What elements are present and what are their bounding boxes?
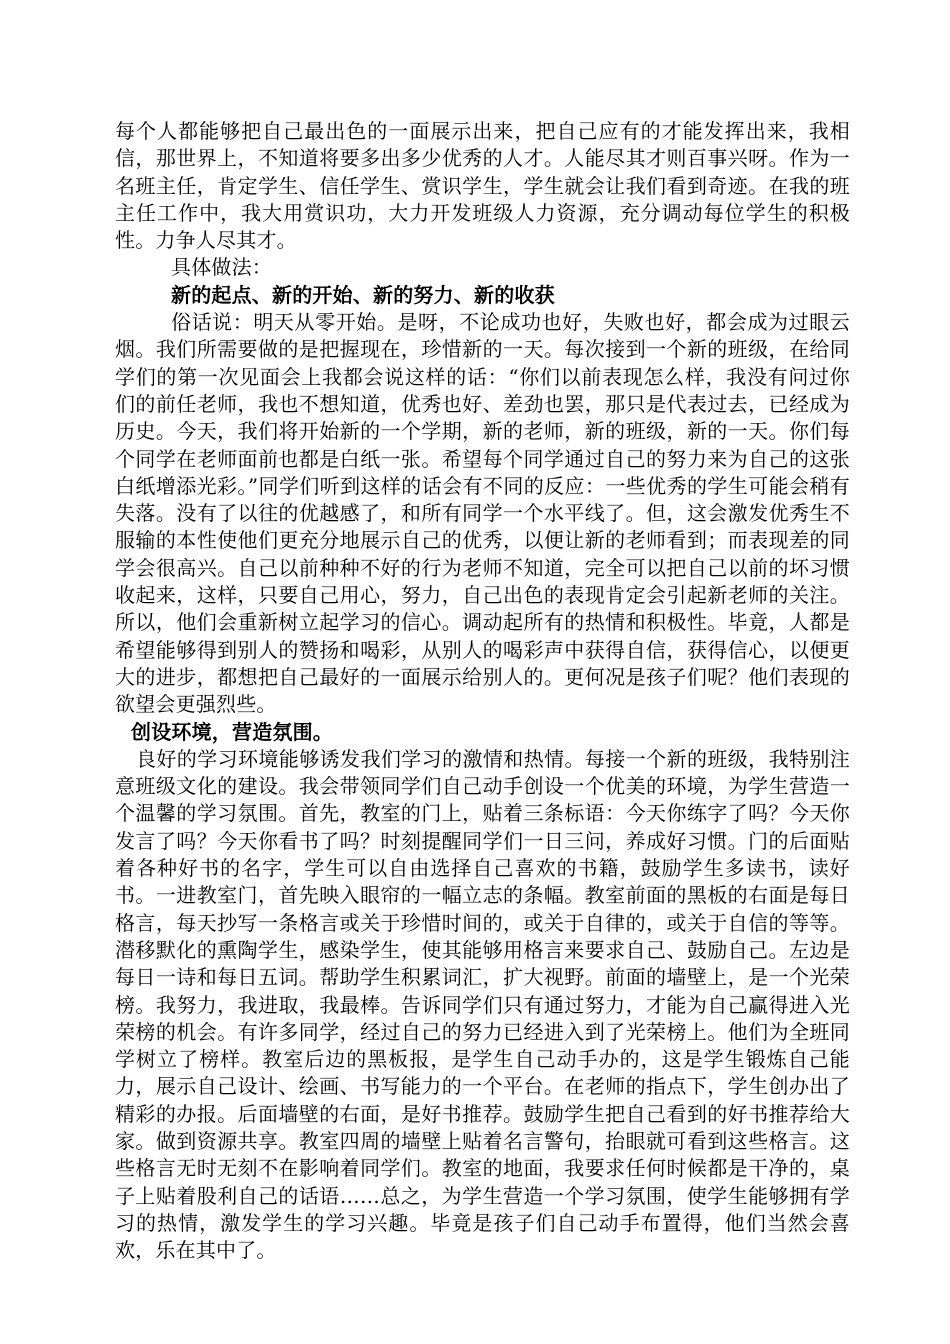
method-label: 具体做法： <box>171 255 272 280</box>
section2-paragraph: 良好的学习环境能够诱发我们学习的激情和热情。每接一个新的班级，我特别注意班级文化的建设。我会带领同学们自己动手创设一个优美的环境，为学生营造一个温馨的学习氛围。首先，教室的门上，贴着三条标语：今天你练字了吗？今天你发言了吗？今天你看书了吗？时刻提醒同学们一日三问，养成好习惯。门的后面贴着各种好书的名字，学生可以自由选择自己喜欢的书籍，鼓励学生多读书，读好书。一进教室门，首先映入眼帘的一幅立志的条幅。教室前面的黑板的右面是每日格言，每天抄写一条格言或关于珍惜时间的，或关于自律的，或关于自信的等等。潜移默化的熏陶学生，感染学生，使其能够用格言来要求自己、鼓励自己。左边是每日一诗和每日五词。帮助学生积累词汇，扩大视野。前面的墙壁上，是一个光荣榜。我努力，我进取，我最棒。告诉同学们只有通过努力，才能为自己赢得进入光荣榜的机会。有许多同学，经过自己的努力已经进入到了光荣榜上。他们为全班同学树立了榜样。教室后边的黑板报，是学生自己动手办的，这是学生锻炼自己能力，展示自己设计、绘画、书写能力的一个平台。在老师的指点下，学生创办出了精彩的办报。后面墙壁的右面，是好书推荐。鼓励学生把自己看到的好书推荐给大家。做到资源共享。教室四周的墙壁上贴着名言警句，抬眼就可看到这些格言。这些格言无时无刻不在影响着同学们。教室的地面，我要求任何时候都是干净的，桌子上贴着股利自己的话语……总之，为学生营造一个学习氛围，使学生能够拥有学习的热情，激发学生的学习兴趣。毕竟是孩子们自己动手布置得，他们当然会喜欢，乐在其中了。 <box>115 746 850 1263</box>
intro-paragraph: 每个人都能够把自己最出色的一面展示出来，把自己应有的才能发挥出来，我相信，那世界上，不知道将要多出多少优秀的人才。人能尽其才则百事兴呀。作为一名班主任，肯定学生、信任学生、赏识学生，学生就会让我们看到奇迹。在我的班主任工作中，我大用赏识功，大力开发班级人力资源，充分调动每位学生的积极性。力争人尽其才。 <box>115 119 850 253</box>
section1-paragraph: 俗话说：明天从零开始。是呀，不论成功也好，失败也好，都会成为过眼云烟。我们所需要做的是把握现在，珍惜新的一天。每次接到一个新的班级，在给同学们的第一次见面会上我都会说这样的话：“你们以前表现怎么样，我没有问过你们的前任老师，我也不想知道，优秀也好、差劲也罢，那只是代表过去，已经成为历史。今天，我们将开始新的一个学期，新的老师，新的班级，新的一天。你们每个同学在老师面前也都是白纸一张。希望每个同学通过自己的努力来为自己的这张白纸增添光彩。”同学们听到这样的话会有不同的反应：一些优秀的学生可能会稍有失落。没有了以往的优越感了，和所有同学一个水平线了。但，这会激发优秀生不服输的本性使他们更充分地展示自己的优秀，以便让新的老师看到；而表现差的同学会很高兴。自己以前种种不好的行为老师不知道，完全可以把自己以前的坏习惯收起来，这样，只要自己用心，努力，自己出色的表现肯定会引起新老师的关注。所以，他们会重新树立起学习的信心。调动起所有的热情和积极性。毕竟，人都是希望能够得到别人的赞扬和喝彩，从别人的喝彩声中获得自信，获得信心，以便更大的进步，都想把自己最好的一面展示给别人的。更何况是孩子们呢？他们表现的欲望会更强烈些。 <box>115 310 850 717</box>
section2-heading: 创设环境，营造氛围。 <box>131 719 333 744</box>
document-page <box>115 118 850 1264</box>
section1-heading: 新的起点、新的开始、新的努力、新的收获 <box>171 282 555 307</box>
